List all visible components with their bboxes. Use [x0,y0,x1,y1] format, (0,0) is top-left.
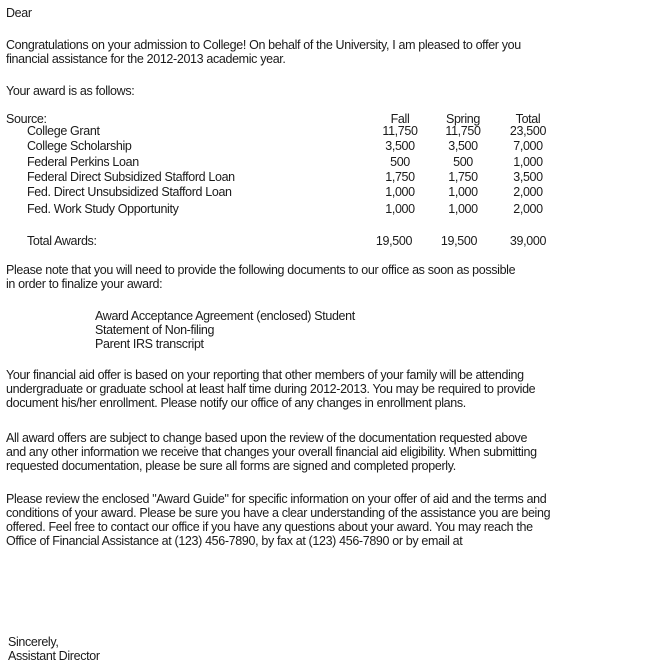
congratulations-paragraph [6,38,521,66]
award-source-name: College Grant [27,124,100,138]
award-spring-value: 3,500 [448,139,478,153]
award-total-value: 2,000 [513,185,543,199]
award-fall-value: 1,000 [385,185,415,199]
paragraph-line: and any other information we receive that changes your overall financial aid eligibility. When submitting [6,445,537,459]
family-enrollment-paragraph [6,368,535,410]
award-change-paragraph [6,431,537,473]
total-awards-label: Total Awards: [27,234,97,248]
column-header-spring: Spring [445,112,481,126]
award-total-value: 1,000 [513,155,543,169]
column-header-fall: Fall [390,112,410,126]
award-source-name: College Scholarship [27,139,132,153]
paragraph-line: Congratulations on your admission to College! On behalf of the University, I am pleased to offer you [6,38,521,52]
paragraph-line: conditions of your award. Please be sure you have a clear understanding of the assistance you are being [6,506,551,520]
award-fall-value: 11,750 [382,124,418,138]
paragraph-line: Please review the enclosed "Award Guide" for specific information on your offer of aid and the terms and [6,492,547,506]
award-source-name: Federal Perkins Loan [27,155,139,169]
document-item: Parent IRS transcript [95,337,204,351]
paragraph-line: financial assistance for the 2012-2013 academic year. [6,52,286,66]
award-spring-value: 11,750 [445,124,481,138]
documents-note-paragraph [6,263,515,291]
award-fall-value: 3,500 [385,139,415,153]
paragraph-line: in order to finalize your award: [6,277,163,291]
column-header-total: Total [515,112,541,126]
documents-list [95,309,355,351]
paragraph-line: document his/her enrollment. Please notify our office of any changes in enrollment plans. [6,396,466,410]
salutation: Dear [6,6,32,20]
total-total-value: 39,000 [509,234,547,248]
award-guide-paragraph [6,492,550,548]
award-fall-value: 1,750 [385,170,415,184]
award-source-name: Federal Direct Subsidized Stafford Loan [27,170,235,184]
award-fall-value: 500 [390,155,410,169]
award-total-value: 3,500 [513,170,543,184]
award-total-value: 2,000 [513,202,543,216]
closing: Sincerely, [8,635,59,649]
award-spring-value: 1,750 [448,170,478,184]
award-source-name: Fed. Direct Unsubsidized Stafford Loan [27,185,232,199]
award-spring-value: 500 [453,155,473,169]
signature-title: Assistant Director [8,649,100,663]
total-fall-value: 19,500 [375,234,413,248]
total-spring-value: 19,500 [440,234,478,248]
paragraph-line: All award offers are subject to change based upon the review of the documentation requested above [6,431,528,445]
award-spring-value: 1,000 [448,202,478,216]
paragraph-line: Your financial aid offer is based on your reporting that other members of your family will be attending [6,368,524,382]
paragraph-line: undergraduate or graduate school at least half time during 2012-2013. You may be required to provide [6,382,536,396]
award-intro: Your award is as follows: [6,84,135,98]
paragraph-line: offered. Feel free to contact our office if you have any questions about your award. You may reach the [6,520,533,534]
award-spring-value: 1,000 [448,185,478,199]
document-item: Statement of Non-filing [95,323,215,337]
award-source-name: Fed. Work Study Opportunity [27,202,179,216]
paragraph-line: requested documentation, please be sure all forms are signed and completed properly. [6,459,456,473]
source-label: Source: [6,112,47,126]
award-total-value: 7,000 [513,139,543,153]
award-fall-value: 1,000 [385,202,415,216]
paragraph-line: Office of Financial Assistance at (123) 456-7890, by fax at (123) 456-7890 or by email at [6,534,463,548]
document-item: Award Acceptance Agreement (enclosed) Student [95,309,355,323]
paragraph-line: Please note that you will need to provide the following documents to our office as soon as possible [6,263,516,277]
award-total-value: 23,500 [509,124,547,138]
